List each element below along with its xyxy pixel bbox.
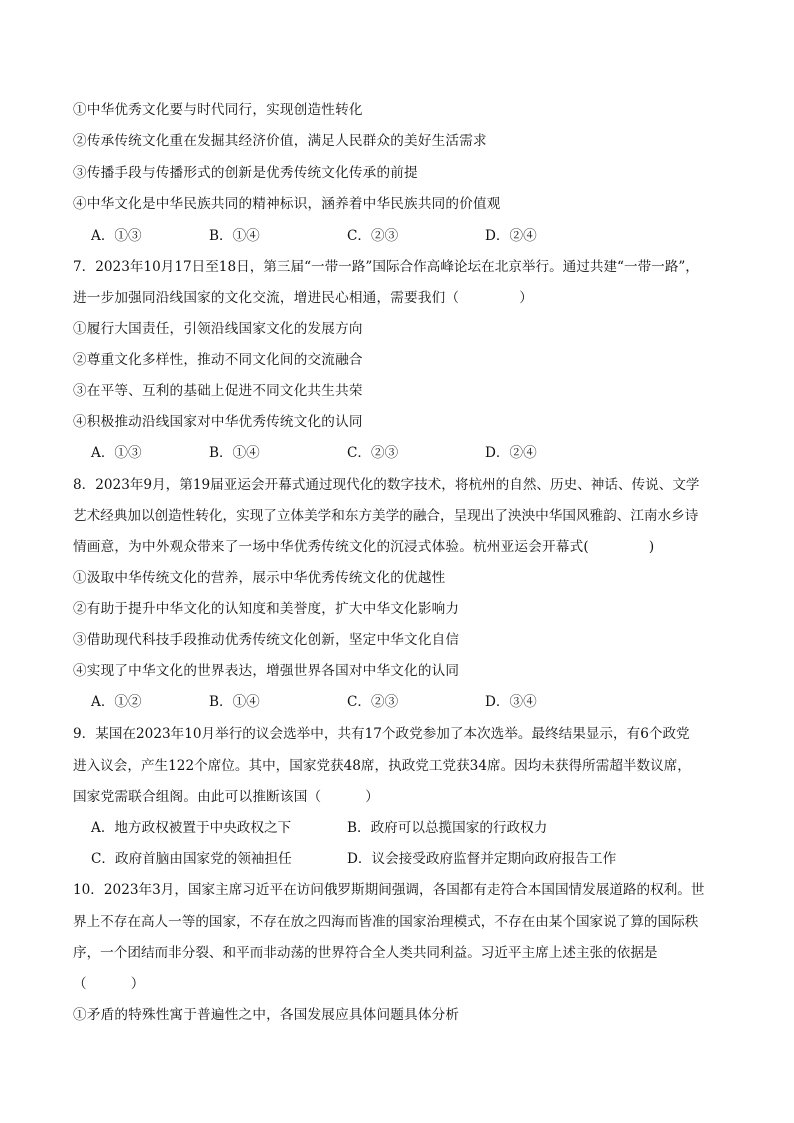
q7-statement-2: ②尊重文化多样性，推动不同文化间的交流融合 xyxy=(73,352,363,368)
q7-option-b: B．①④ xyxy=(209,445,260,461)
q7-option-a: A．①③ xyxy=(91,445,142,461)
q7-statement-1: ①履行大国责任，引领沿线国家文化的发展方向 xyxy=(73,321,363,337)
q9-option-c: C．政府首脑由国家党的领袖担任 xyxy=(91,851,292,867)
q7-statement-4: ④积极推动沿线国家对中华优秀传统文化的认同 xyxy=(73,414,363,430)
q10-stem-line-4: （ ） xyxy=(73,976,145,992)
q6-statement-2: ②传承传统文化重在发掘其经济价值，满足人民群众的美好生活需求 xyxy=(73,133,487,149)
q10-stem-line-1: 10．2023年3月，国家主席习近平在访问俄罗斯期间强调，各国都有走符合本国国情发展道路的权利。世 xyxy=(73,882,705,898)
q8-statement-4: ④实现了中华文化的世界表达，增强世界各国对中华文化的认同 xyxy=(73,663,460,679)
q8-option-b: B．①④ xyxy=(209,694,260,710)
q7-stem-line-1: 7．2023年10月17日至18日，第三届“一带一路”国际合作高峰论坛在北京举行。通过共建“一带一路”， xyxy=(73,259,699,275)
q8-option-c: C．②③ xyxy=(347,694,399,710)
q10-stem-line-2: 界上不存在高人一等的国家，不存在放之四海而皆准的国家治理模式，不存在由某个国家说了算的国际秩 xyxy=(73,914,699,930)
q9-option-b: B．政府可以总揽国家的行政权力 xyxy=(347,820,548,836)
q6-option-b: B．①④ xyxy=(209,228,260,244)
q10-stem-line-3: 序，一个团结而非分裂、和平而非动荡的世界符合全人类共同利益。习近平主席上述主张的依据是 xyxy=(73,945,658,961)
q8-statement-2: ②有助于提升中华文化的认知度和美誉度，扩大中华文化影响力 xyxy=(73,601,460,617)
q7-option-d: D．②④ xyxy=(485,445,537,461)
q8-stem-line-2: 艺术经典加以创造性转化，实现了立体美学和东方美学的融合，呈现出了泱泱中华国风雅韵、江南水乡诗 xyxy=(73,508,699,524)
q7-stem-line-2: 进一步加强同沿线国家的文化交流，增进民心相通，需要我们（ ） xyxy=(73,290,534,306)
q8-statement-1: ①汲取中华传统文化的营养，展示中华优秀传统文化的优越性 xyxy=(73,570,446,586)
q10-statement-1: ①矛盾的特殊性寓于普遍性之中，各国发展应具体问题具体分析 xyxy=(73,1007,460,1023)
q6-option-c: C．②③ xyxy=(347,228,399,244)
q7-statement-3: ③在平等、互利的基础上促进不同文化共生共荣 xyxy=(73,383,363,399)
q6-statement-1: ①中华优秀文化要与时代同行，实现创造性转化 xyxy=(73,102,363,118)
q8-stem-line-1: 8．2023年9月，第19届亚运会开幕式通过现代化的数字技术，将杭州的自然、历史、神话、传说、文学 xyxy=(73,477,700,493)
q6-option-a: A．①③ xyxy=(91,228,142,244)
q9-option-d: D．议会接受政府监督并定期向政府报告工作 xyxy=(347,851,617,867)
q6-option-d: D．②④ xyxy=(485,228,537,244)
q6-statement-4: ④中华文化是中华民族共同的精神标识，涵养着中华民族共同的价值观 xyxy=(73,196,501,212)
q8-option-a: A．①② xyxy=(91,694,142,710)
q9-stem-line-1: 9．某国在2023年10月举行的议会选举中，共有17个政党参加了本次选举。最终结果显示，有6个政党 xyxy=(73,726,690,742)
q6-statement-3: ③传播手段与传播形式的创新是优秀传统文化传承的前提 xyxy=(73,165,418,181)
q8-stem-line-3: 情画意，为中外观众带来了一场中华优秀传统文化的沉浸式体验。杭州亚运会开幕式( ) xyxy=(73,539,655,555)
q7-option-c: C．②③ xyxy=(347,445,399,461)
q8-option-d: D．③④ xyxy=(485,694,537,710)
q8-statement-3: ③借助现代科技手段推动优秀传统文化创新，坚定中华文化自信 xyxy=(73,632,460,648)
q9-option-a: A．地方政权被置于中央政权之下 xyxy=(91,820,292,836)
q9-stem-line-2: 进入议会，产生122个席位。其中，国家党获48席，执政党工党获34席。因均未获得所需超半数议席， xyxy=(73,758,691,774)
q9-stem-line-3: 国家党需联合组阁。由此可以推断该国（ ） xyxy=(73,789,380,805)
